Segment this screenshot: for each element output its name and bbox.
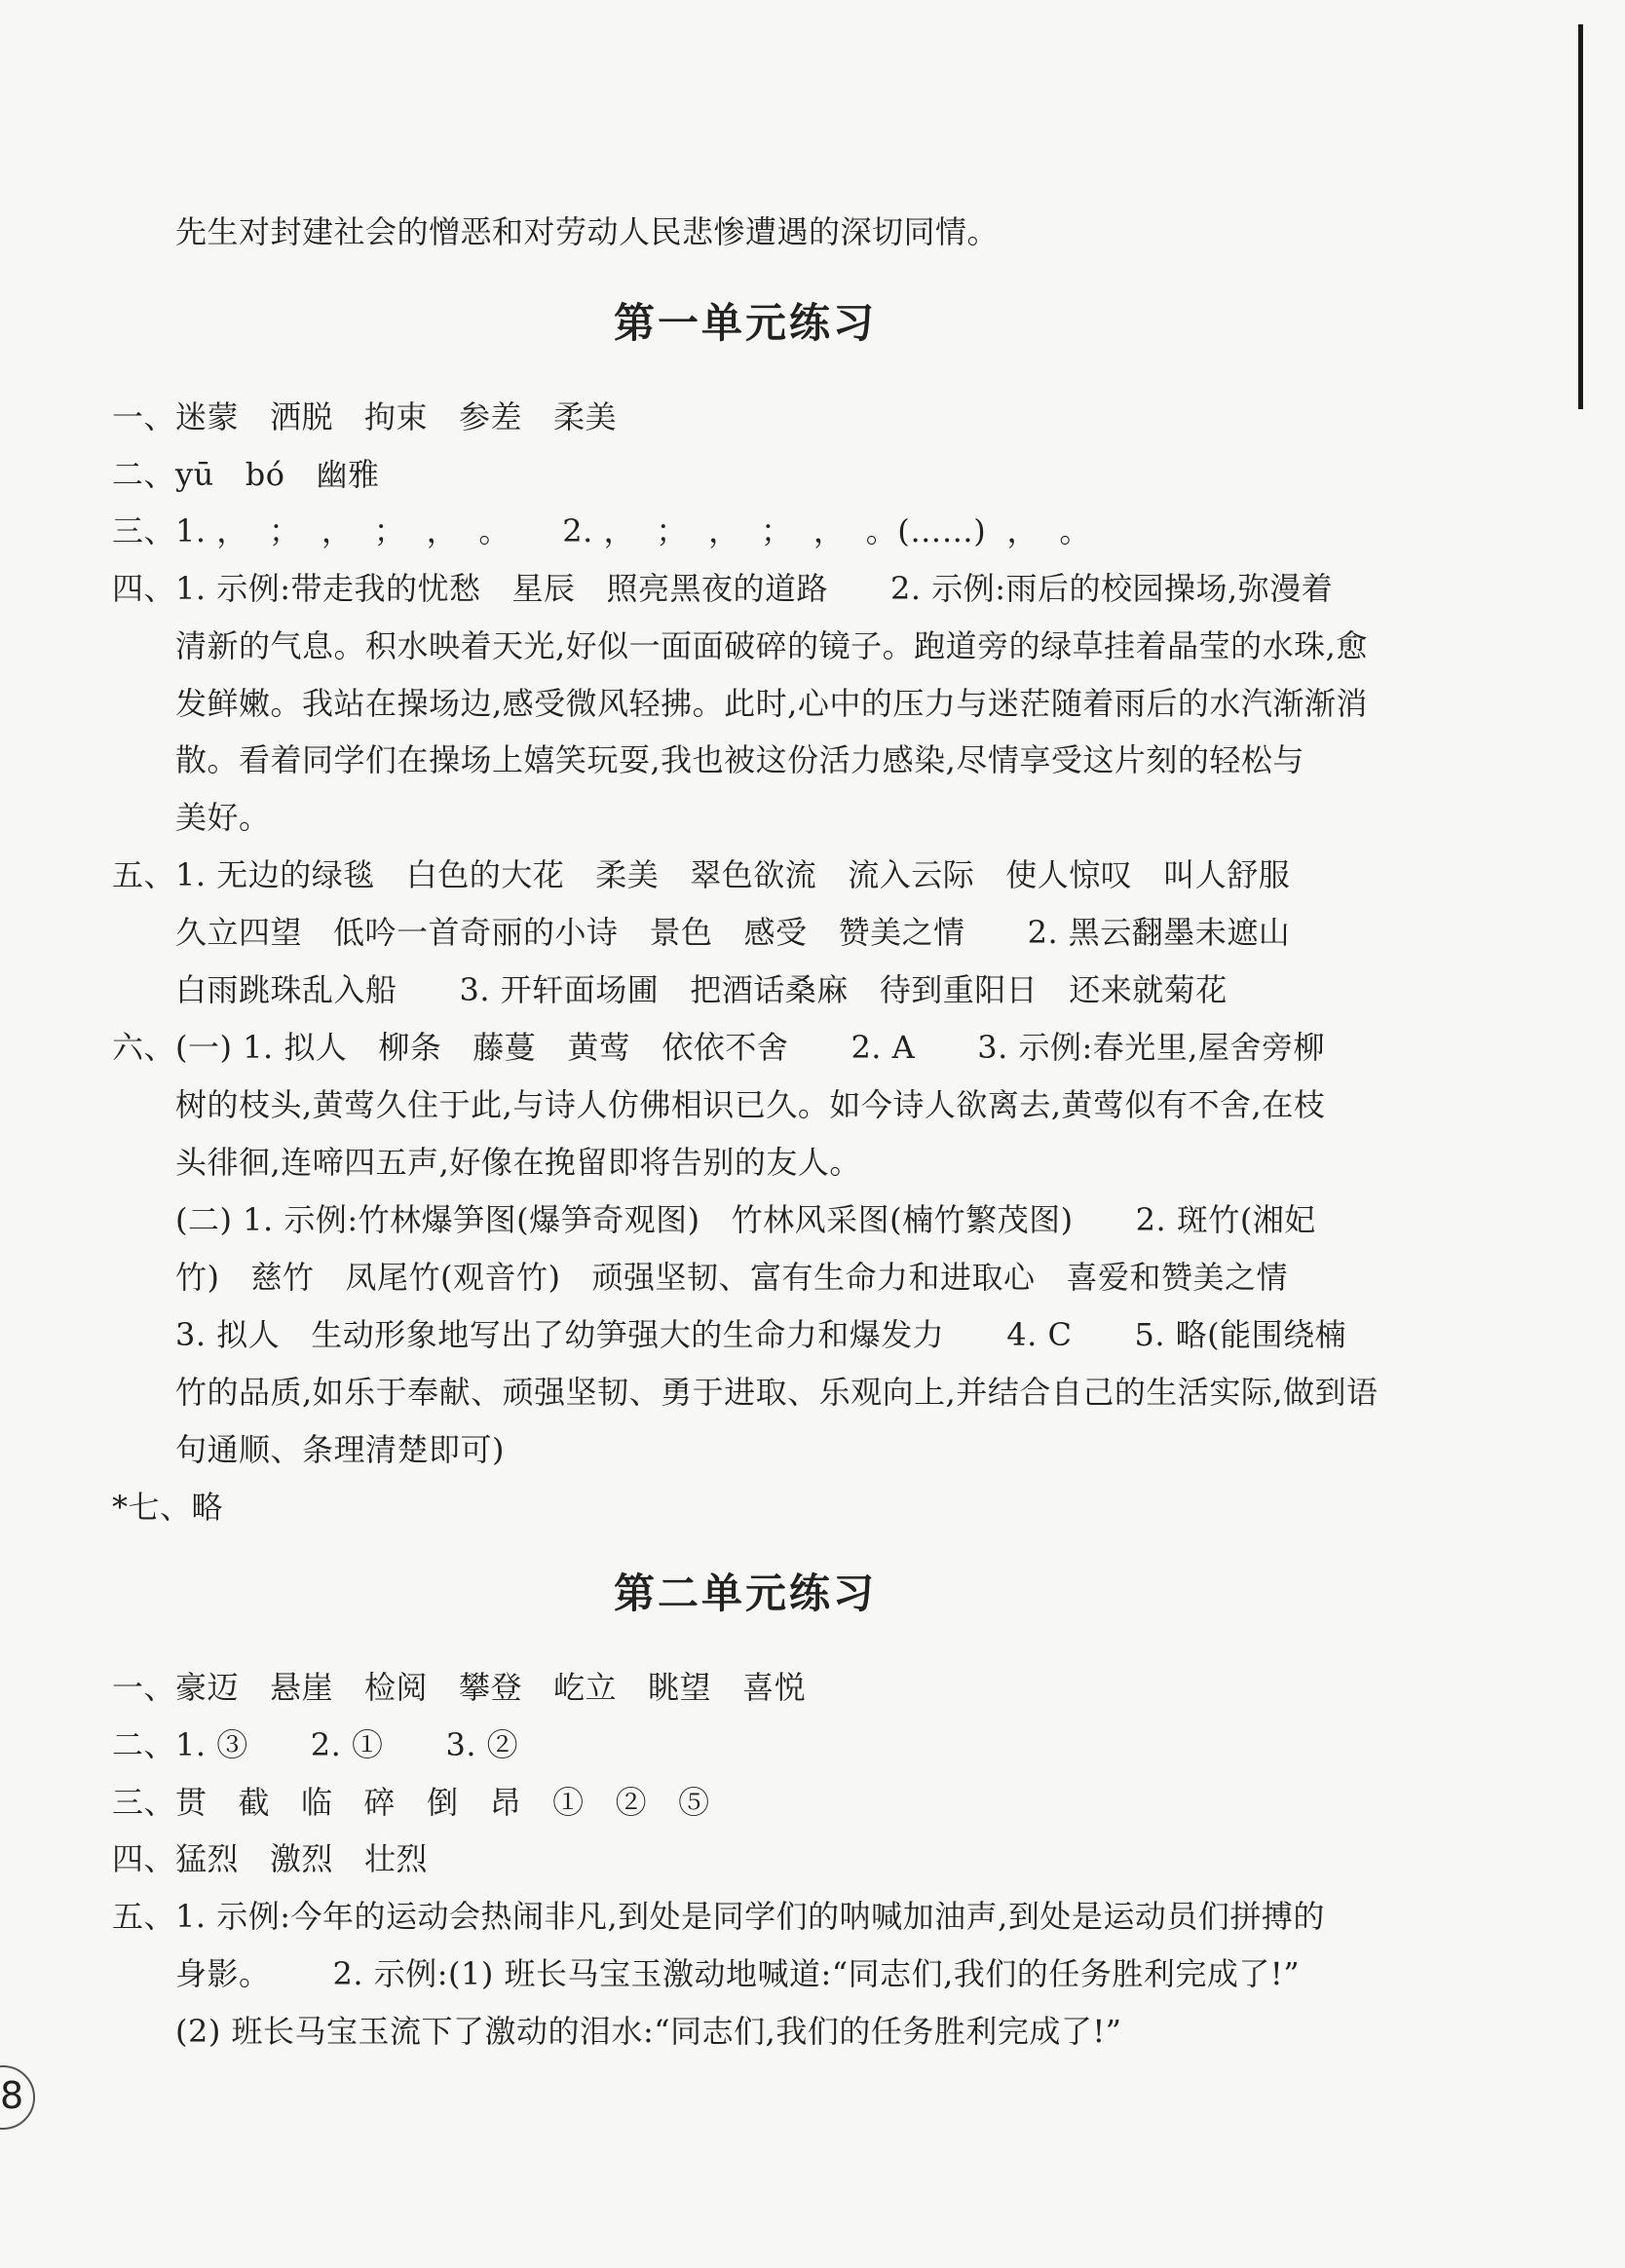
text-line: 竹的品质,如乐于奉献、顽强坚韧、勇于进取、乐观向上,并结合自己的生活实际,做到语	[175, 1374, 1379, 1411]
text-line: 六、(一) 1. 拟人 柳条 藤蔓 黄莺 依依不舍 2. A 3. 示例:春光里,屋舍旁柳	[112, 1029, 1325, 1066]
text-line: 久立四望 低吟一首奇丽的小诗 景色 感受 赞美之情 2. 黑云翻墨未遮山	[175, 914, 1291, 951]
text-line: 五、1. 无边的绿毯 白色的大花 柔美 翠色欲流 流入云际 使人惊叹 叫人舒服	[112, 856, 1291, 893]
text-line: 竹) 慈竹 凤尾竹(观音竹) 顽强坚韧、富有生命力和进取心 喜爱和赞美之情	[175, 1259, 1289, 1296]
text-line: 白雨跳珠乱入船 3. 开轩面场圃 把酒话桑麻 待到重阳日 还来就菊花	[175, 971, 1228, 1008]
text-line: 二、1. ③ 2. ① 3. ②	[112, 1726, 519, 1763]
text-line: 发鲜嫩。我站在操场边,感受微风轻拂。此时,心中的压力与迷茫随着雨后的水汽渐渐消	[175, 685, 1368, 722]
text-line: 3. 拟人 生动形象地写出了幼笋强大的生命力和爆发力 4. C 5. 略(能围绕楠	[175, 1316, 1347, 1353]
unit1-title: 第一单元练习	[613, 299, 877, 347]
text-line: 美好。	[175, 799, 271, 836]
text-line: 二、yū bó 幽雅	[112, 456, 380, 493]
text-line: (二) 1. 示例:竹林爆笋图(爆笋奇观图) 竹林风采图(楠竹繁茂图) 2. 斑竹(湘妃	[175, 1201, 1316, 1238]
text-line: 句通顺、条理清楚即可)	[175, 1431, 505, 1468]
text-line: 一、豪迈 悬崖 检阅 攀登 屹立 眺望 喜悦	[112, 1669, 807, 1706]
text-line: 先生对封建社会的憎恶和对劳动人民悲惨遭遇的深切同情。	[175, 213, 1000, 250]
text-line: 树的枝头,黄莺久住于此,与诗人仿佛相识已久。如今诗人欲离去,黄莺似有不舍,在枝	[175, 1086, 1326, 1123]
text-line: 身影。 2. 示例:(1) 班长马宝玉激动地喊道:“同志们,我们的任务胜利完成了!”	[175, 1955, 1301, 1992]
text-line: 五、1. 示例:今年的运动会热闹非凡,到处是同学们的呐喊加油声,到处是运动员们拼搏的	[112, 1898, 1325, 1935]
text-line: 一、迷蒙 洒脱 拘束 参差 柔美	[112, 398, 618, 435]
text-line: 四、猛烈 激烈 壮烈	[112, 1840, 429, 1877]
text-line: 清新的气息。积水映着天光,好似一面面破碎的镜子。跑道旁的绿草挂着晶莹的水珠,愈	[175, 627, 1368, 664]
binding-edge-bar	[1578, 24, 1583, 409]
text-line: 散。看着同学们在操场上嬉笑玩耍,我也被这份活力感染,尽情享受这片刻的轻松与	[175, 741, 1304, 778]
text-line: *七、略	[112, 1489, 224, 1526]
text-line: (2) 班长马宝玉流下了激动的泪水:“同志们,我们的任务胜利完成了!”	[175, 2013, 1122, 2050]
unit2-title: 第二单元练习	[613, 1569, 877, 1617]
page-number: 8	[0, 2074, 24, 2117]
text-line: 四、1. 示例:带走我的忧愁 星辰 照亮黑夜的道路 2. 示例:雨后的校园操场,弥漫着	[112, 570, 1334, 607]
text-line: 三、贯 截 临 碎 倒 昂 ① ② ⑤	[112, 1784, 710, 1821]
text-line: 头徘徊,连啼四五声,好像在挽留即将告别的友人。	[175, 1144, 861, 1181]
text-line: 三、1. ， ； ， ； ， 。 2. ， ； ， ； ， 。(……) ， 。	[112, 512, 1091, 549]
